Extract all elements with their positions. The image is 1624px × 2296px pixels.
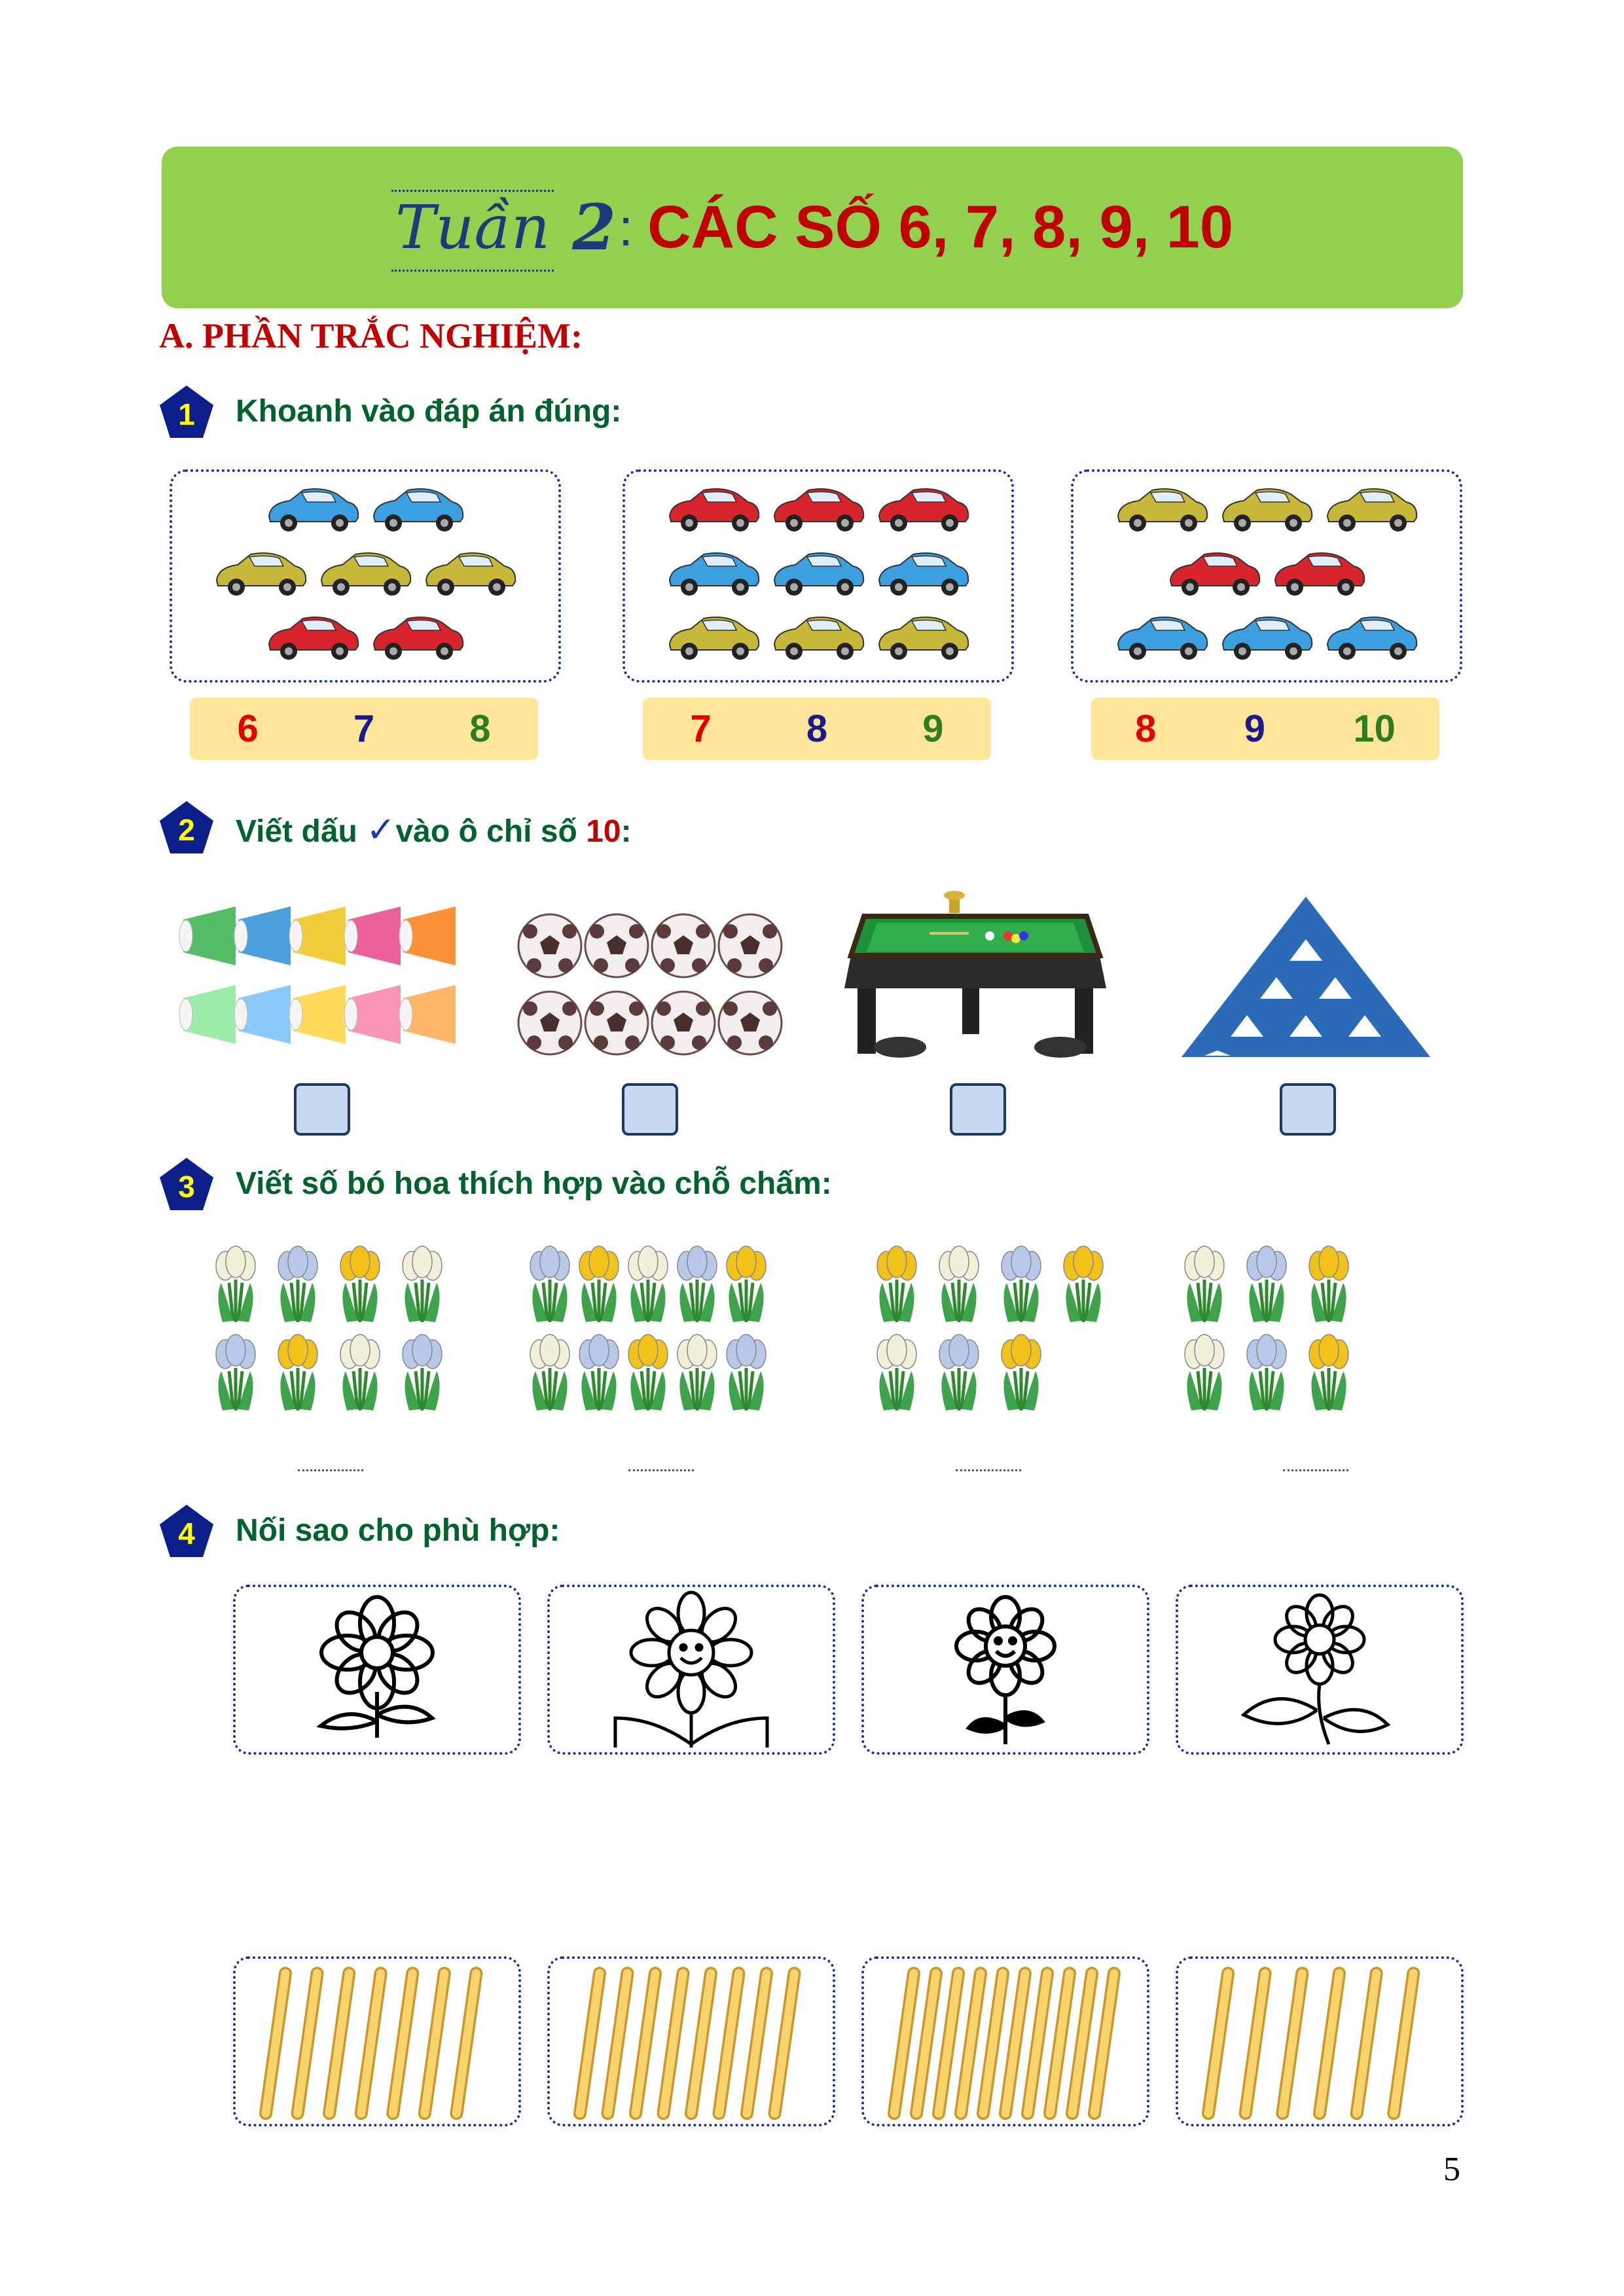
car-icon xyxy=(264,484,362,535)
soccer-ball-icon xyxy=(518,914,581,977)
question-2-highlight: 10 xyxy=(586,814,621,849)
car-icon xyxy=(211,548,310,599)
car-icon xyxy=(369,484,467,535)
shuttlecock-icon xyxy=(289,985,346,1044)
stick-highlight xyxy=(329,1973,349,2113)
tulip-bouquet-icon xyxy=(871,1332,923,1414)
answer-option[interactable]: 8 xyxy=(1135,708,1157,750)
shuttlecock-icon xyxy=(234,985,291,1044)
flower-outline-icon xyxy=(236,1587,518,1752)
shuttlecock-icon xyxy=(344,906,401,965)
sticks-group xyxy=(1178,1959,1461,2124)
tulip-bouquet-icon xyxy=(720,1332,772,1414)
tulip-bouquet-icon xyxy=(272,1332,324,1414)
car-icon xyxy=(316,548,414,599)
car-icon xyxy=(369,612,467,663)
sticks-box-2[interactable] xyxy=(547,1956,835,2126)
happy-flower-icon xyxy=(864,1587,1147,1752)
tulip-bouquet-icon xyxy=(933,1332,985,1414)
answer-blank-3[interactable] xyxy=(956,1469,1021,1471)
stick-highlight xyxy=(1094,1973,1114,2113)
shuttlecock-icon xyxy=(289,906,346,965)
car-icon xyxy=(1322,612,1420,663)
bouquet-group-2 xyxy=(524,1244,785,1414)
answer-option[interactable]: 10 xyxy=(1353,708,1396,750)
answer-choices-3 xyxy=(1091,698,1439,760)
answer-choices-1 xyxy=(190,698,538,760)
tulip-bouquet-icon xyxy=(573,1332,625,1414)
soccer-ball-icon xyxy=(585,992,648,1054)
stick-highlight xyxy=(1394,1973,1413,2113)
question-3-number: 3 xyxy=(178,1170,195,1204)
shuttlecock-icon xyxy=(234,906,291,965)
checkbox-triangle-pattern[interactable] xyxy=(1280,1083,1336,1136)
car-icon xyxy=(1218,612,1316,663)
answer-option[interactable]: 9 xyxy=(922,708,944,750)
checkbox-billiard-table[interactable] xyxy=(950,1083,1006,1136)
sticks-box-4[interactable] xyxy=(1176,1956,1464,2126)
title-banner xyxy=(162,147,1463,308)
stick-highlight xyxy=(1050,1973,1070,2113)
car-group-1 xyxy=(170,469,561,683)
page-number: 5 xyxy=(1443,2151,1460,2188)
sticks-group xyxy=(550,1959,833,2124)
tulip-bouquet-icon xyxy=(622,1244,674,1325)
tulip-bouquet-icon xyxy=(396,1244,448,1325)
soccer-ball-icon xyxy=(719,992,782,1054)
title-colon: : xyxy=(618,198,634,257)
checkbox-shuttlecocks[interactable] xyxy=(294,1083,350,1136)
stick-highlight xyxy=(1320,1973,1339,2113)
car-icon xyxy=(664,548,763,599)
shuttlecock-icon xyxy=(344,985,401,1044)
tulip-bouquet-icon xyxy=(1057,1244,1110,1325)
car-icon xyxy=(1322,484,1420,535)
tulip-bouquet-icon xyxy=(524,1332,576,1414)
question-4-number: 4 xyxy=(178,1516,195,1551)
tulip-bouquet-icon xyxy=(871,1244,923,1325)
question-2-text xyxy=(236,809,632,850)
stick-highlight xyxy=(1208,1973,1228,2113)
soccer-balls-image xyxy=(511,906,792,1057)
check-mark-icon: ✓ xyxy=(366,810,396,850)
car-icon xyxy=(1113,484,1211,535)
flower-box-2[interactable] xyxy=(547,1585,835,1755)
car-icon xyxy=(664,612,763,663)
question-4-badge xyxy=(157,1502,216,1561)
answer-blank-4[interactable] xyxy=(1283,1469,1348,1471)
billiard-table-image xyxy=(838,890,1113,1067)
stick-highlight xyxy=(361,1973,381,2113)
answer-option[interactable]: 8 xyxy=(469,708,491,750)
car-icon xyxy=(1165,548,1263,599)
tulip-bouquet-icon xyxy=(622,1332,674,1414)
soccer-ball-icon xyxy=(719,914,782,977)
tulip-bouquet-icon xyxy=(209,1244,262,1325)
week-number: 2 xyxy=(572,190,616,264)
tulip-bouquet-icon xyxy=(272,1244,324,1325)
car-icon xyxy=(769,484,867,535)
sticks-group xyxy=(236,1959,518,2124)
car-icon xyxy=(1218,484,1316,535)
question-2-text-mid: vào ô chỉ số xyxy=(395,814,577,849)
car-group-2 xyxy=(623,469,1014,683)
stick-highlight xyxy=(894,1973,914,2113)
shuttlecocks-image xyxy=(177,893,465,1064)
stick-highlight xyxy=(1357,1973,1377,2113)
smiling-flower-icon xyxy=(550,1587,833,1752)
flower-box-3[interactable] xyxy=(861,1585,1149,1755)
tulip-bouquet-icon xyxy=(524,1244,576,1325)
stick-highlight xyxy=(747,1973,767,2113)
car-icon xyxy=(769,612,867,663)
car-group-3 xyxy=(1071,469,1462,683)
stick-highlight xyxy=(456,1973,476,2113)
stick-highlight xyxy=(1005,1973,1025,2113)
answer-choices-2 xyxy=(643,698,991,760)
stick-highlight xyxy=(983,1973,1003,2113)
page-title: CÁC SỐ 6, 7, 8, 9, 10 xyxy=(647,194,1234,260)
soccer-ball-icon xyxy=(585,914,648,977)
stick-highlight xyxy=(608,1973,628,2113)
tulip-bouquet-icon xyxy=(334,1244,386,1325)
car-icon xyxy=(264,612,362,663)
soccer-ball-icon xyxy=(652,914,715,977)
car-icon xyxy=(1113,612,1211,663)
stick-highlight xyxy=(719,1973,739,2113)
tulip-bouquet-icon xyxy=(671,1332,723,1414)
answer-option[interactable]: 7 xyxy=(690,708,712,750)
shuttlecock-icon xyxy=(399,906,456,965)
tulip-bouquet-icon xyxy=(573,1244,625,1325)
tulip-bouquet-icon xyxy=(334,1332,386,1414)
car-icon xyxy=(874,484,972,535)
stick-highlight xyxy=(939,1973,958,2113)
bouquet-group-3 xyxy=(871,1244,1132,1414)
stick-highlight xyxy=(664,1973,683,2113)
question-4-text: Nối sao cho phù hợp: xyxy=(236,1513,560,1548)
stick-highlight xyxy=(580,1973,600,2113)
question-2-text-end: : xyxy=(621,814,632,849)
bouquet-group-1 xyxy=(209,1244,471,1414)
stick-highlight xyxy=(691,1973,711,2113)
stick-highlight xyxy=(425,1973,444,2113)
answer-option[interactable]: 8 xyxy=(806,708,828,750)
stick-highlight xyxy=(1282,1973,1302,2113)
checkbox-soccer-balls[interactable] xyxy=(622,1083,678,1136)
answer-option[interactable]: 7 xyxy=(353,708,375,750)
tulip-bouquet-icon xyxy=(671,1244,723,1325)
stick-highlight xyxy=(916,1973,936,2113)
answer-option[interactable]: 9 xyxy=(1244,708,1265,750)
tulip-bouquet-icon xyxy=(933,1244,985,1325)
car-icon xyxy=(874,548,972,599)
question-1-badge xyxy=(157,383,216,442)
question-2-badge xyxy=(157,798,216,857)
triangle-pattern-image xyxy=(1178,893,1434,1060)
soccer-ball-icon xyxy=(652,992,715,1054)
bouquet-group-4 xyxy=(1178,1244,1440,1414)
answer-blank-1[interactable] xyxy=(298,1469,363,1471)
flower-box-4[interactable] xyxy=(1176,1585,1464,1755)
stick-highlight xyxy=(961,1973,981,2113)
shuttlecock-icon xyxy=(399,985,456,1044)
car-icon xyxy=(664,484,763,535)
flower-box-1[interactable] xyxy=(233,1585,521,1755)
question-3-badge xyxy=(157,1155,216,1214)
tulip-bouquet-icon xyxy=(396,1332,448,1414)
tulip-bouquet-icon xyxy=(995,1244,1047,1325)
answer-option[interactable]: 6 xyxy=(237,708,259,750)
tulip-bouquet-icon xyxy=(1303,1244,1355,1325)
question-1-number: 1 xyxy=(178,397,195,431)
question-1-text: Khoanh vào đáp án đúng: xyxy=(236,394,622,429)
soccer-ball-icon xyxy=(518,992,581,1054)
stick-highlight xyxy=(266,1973,285,2113)
tulip-bouquet-icon xyxy=(1303,1332,1355,1414)
tulip-bouquet-icon xyxy=(995,1332,1047,1414)
tulip-bouquet-icon xyxy=(1178,1332,1231,1414)
question-2-number: 2 xyxy=(178,813,195,847)
sticks-box-3[interactable] xyxy=(861,1956,1149,2126)
question-2-text-before: Viết dấu xyxy=(236,814,357,849)
question-3-text: Viết số bó hoa thích hợp vào chỗ chấm: xyxy=(236,1166,832,1201)
answer-blank-2[interactable] xyxy=(628,1469,694,1471)
stick-highlight xyxy=(393,1973,412,2113)
sticks-box-1[interactable] xyxy=(233,1956,521,2126)
tulip-bouquet-icon xyxy=(720,1244,772,1325)
tulip-bouquet-icon xyxy=(1178,1244,1231,1325)
car-icon xyxy=(421,548,519,599)
car-icon xyxy=(874,612,972,663)
stick-highlight xyxy=(298,1973,317,2113)
shuttlecock-icon xyxy=(179,985,236,1044)
flower-with-leaves-icon xyxy=(1178,1587,1461,1752)
shuttlecock-icon xyxy=(179,906,236,965)
tulip-bouquet-icon xyxy=(1240,1332,1293,1414)
tulip-bouquet-icon xyxy=(209,1332,262,1414)
week-word: Tuần xyxy=(391,192,554,262)
stick-highlight xyxy=(636,1973,655,2113)
stick-highlight xyxy=(1072,1973,1092,2113)
tulip-bouquet-icon xyxy=(1240,1244,1293,1325)
section-a-heading: A. PHẦN TRẮC NGHIỆM: xyxy=(159,316,583,355)
stick-highlight xyxy=(1028,1973,1047,2113)
stick-highlight xyxy=(1246,1973,1265,2113)
stick-highlight xyxy=(775,1973,795,2113)
car-icon xyxy=(1270,548,1368,599)
sticks-group xyxy=(864,1959,1147,2124)
car-icon xyxy=(769,548,867,599)
